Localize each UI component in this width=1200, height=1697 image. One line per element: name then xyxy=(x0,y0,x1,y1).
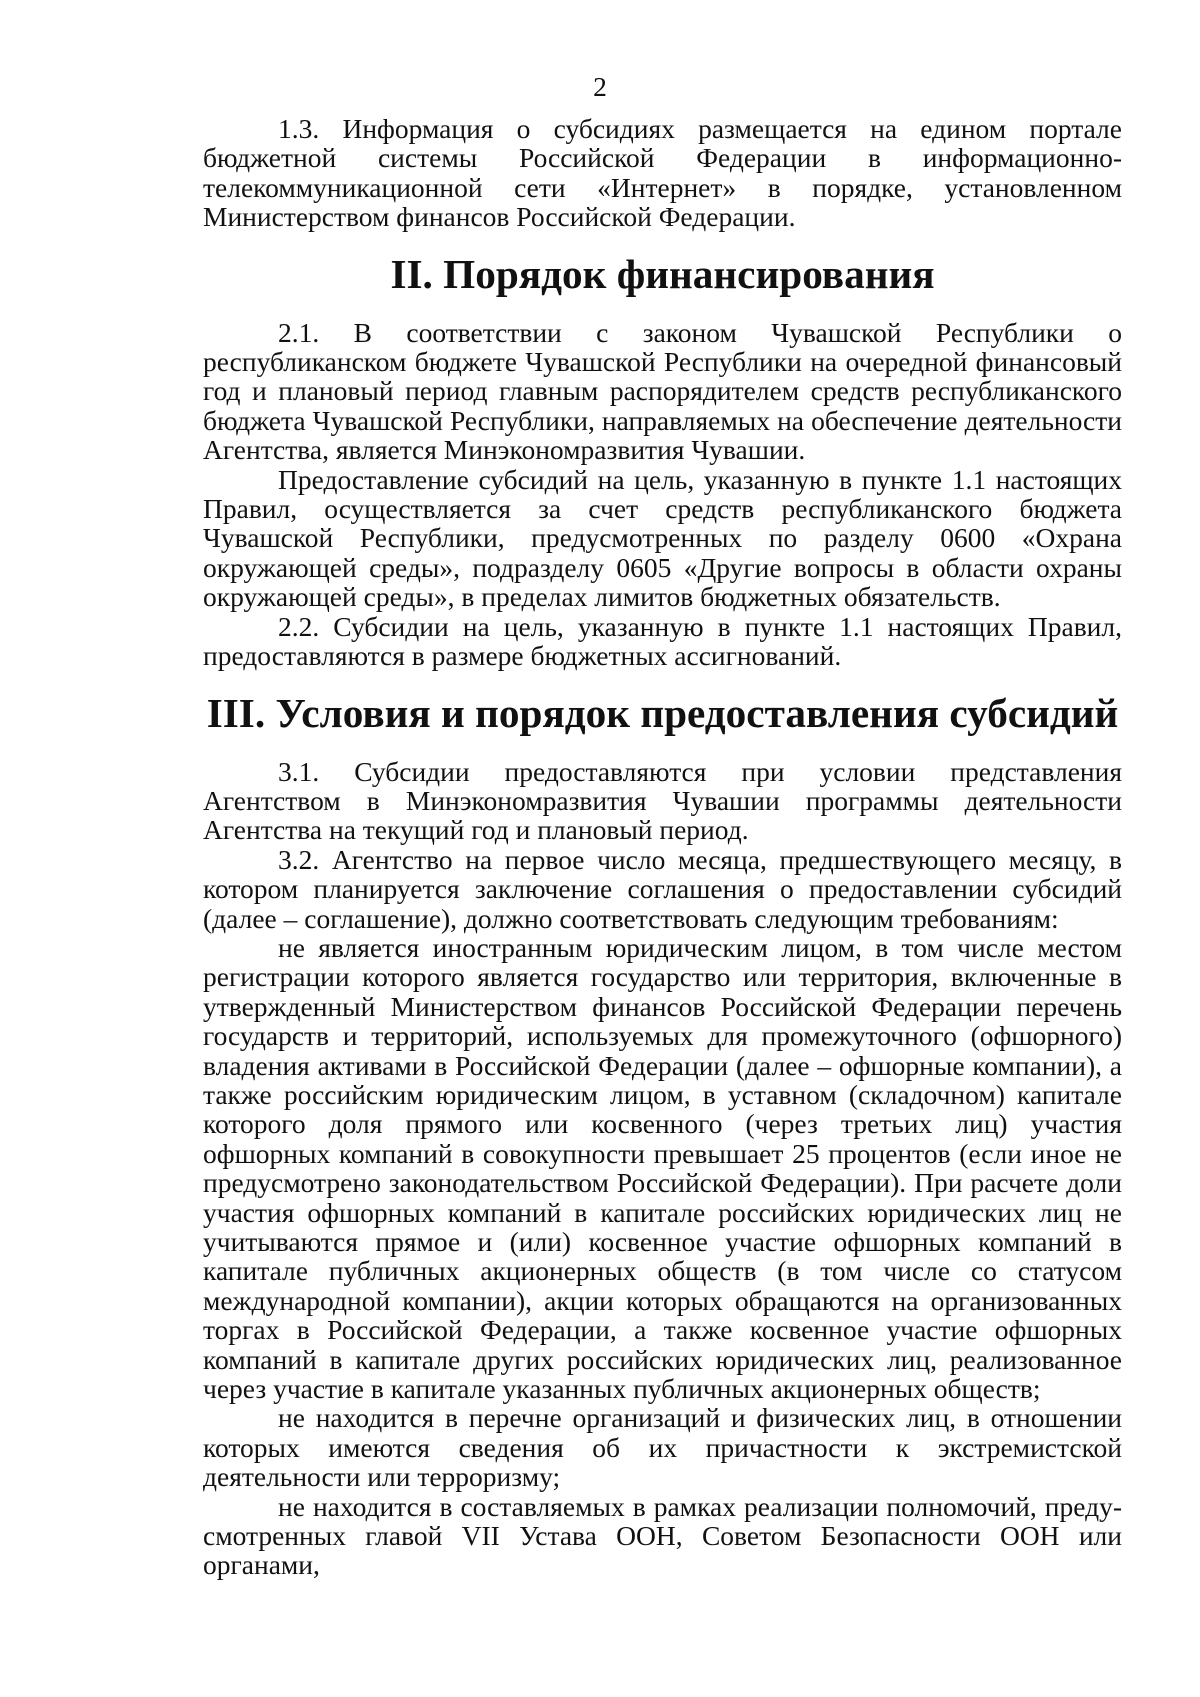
paragraph-1-3: 1.3. Информация о субсидиях размещается на едином портале бюджетной системы Российской Федерации в информационно-телекоммуникационной сети «Интернет» в порядке, установленном Министерством финансов Российской Федерации. xyxy=(203,113,1122,233)
paragraph-un-requirement: не находится в составляемых в рамках реализации полномочий, предусмотренных главой VII Устава ООН, Советом Безопасности ООН или органами, xyxy=(203,1490,1122,1581)
paragraph-2-2: 2.2. Субсидии на цель, указанную в пункте 1.1 настоящих Правил, предоставляются в размере бюджетных ассигнований. xyxy=(203,610,1122,672)
section-heading-financing: II. Порядок финансирования xyxy=(390,250,935,297)
page-number: 2 xyxy=(593,71,607,102)
paragraph-extremism-requirement: не находится в перечне организаций и физических лиц, в отношении которых имеются сведения об их причастности к экстремистской деятельности или терроризму; xyxy=(203,1402,1122,1493)
paragraph-2-1: 2.1. В соответствии с законом Чувашской Республики о республиканском бюджете Чувашской Республики на очередной финансовый год и плановый период главным распорядителем средств республиканского бюджета Чувашской Республики, направляемых на обеспечение деятельности Агентства, является Минэкономразвития Чувашии. xyxy=(203,316,1122,466)
paragraph-offshore-requirement: не является иностранным юридическим лицом, в том числе местом регистрации которого является государство или территория, включенные в утвержденный Министерством финансов Российской Федерации перечень государств и территорий, используемых для промежуточного (офшорного) владения активами в Российской Федерации (далее – офшорные компании), а также российским юридическим лицом, в уставном (складочном) капитале которого доля прямого или косвенного (через третьих лиц) участия офшорных компаний в совокупности превышает 25 процентов (если иное не предусмотрено законодательством Российской Федерации). При расчете доли участия офшорных компаний в капитале российских юридических лиц не учитываются прямое и (или) косвенное участие офшорных компаний в капитале публичных акционерных обществ (в том числе со статусом международной компании), акции которых обращаются на организованных торгах в Российской Федерации, а также косвенное участие офшорных компаний в капитале других российских юридических лиц, реализованное через участие в капитале указанных публичных акционерных обществ; xyxy=(203,931,1122,1405)
paragraph-subsidy-source: Предоставление субсидий на цель, указанную в пункте 1.1 настоящих Правил, осуществляется за счет средств республиканского бюджета Чувашской Республики, предусмотренных по разделу 0600 «Охрана окружающей среды», подразделу 0605 «Другие вопросы в области охраны окружающей среды», в пределах лимитов бюджетных обязательств. xyxy=(203,463,1122,613)
paragraph-3-2: 3.2. Агентство на первое число месяца, предшествующего месяцу, в котором планируется заключение соглашения о предоставлении субсидий (далее – соглашение), должно соответствовать следующим требованиям: xyxy=(203,843,1122,934)
paragraph-3-1: 3.1. Субсидии предоставляются при условии представления Агентством в Минэкономразвития Чувашии программы деятельности Агентства на текущий год и плановый период. xyxy=(203,755,1122,846)
document-body xyxy=(203,114,1122,1580)
section-heading-conditions: III. Условия и порядок предоставления субсидий xyxy=(206,689,1119,736)
